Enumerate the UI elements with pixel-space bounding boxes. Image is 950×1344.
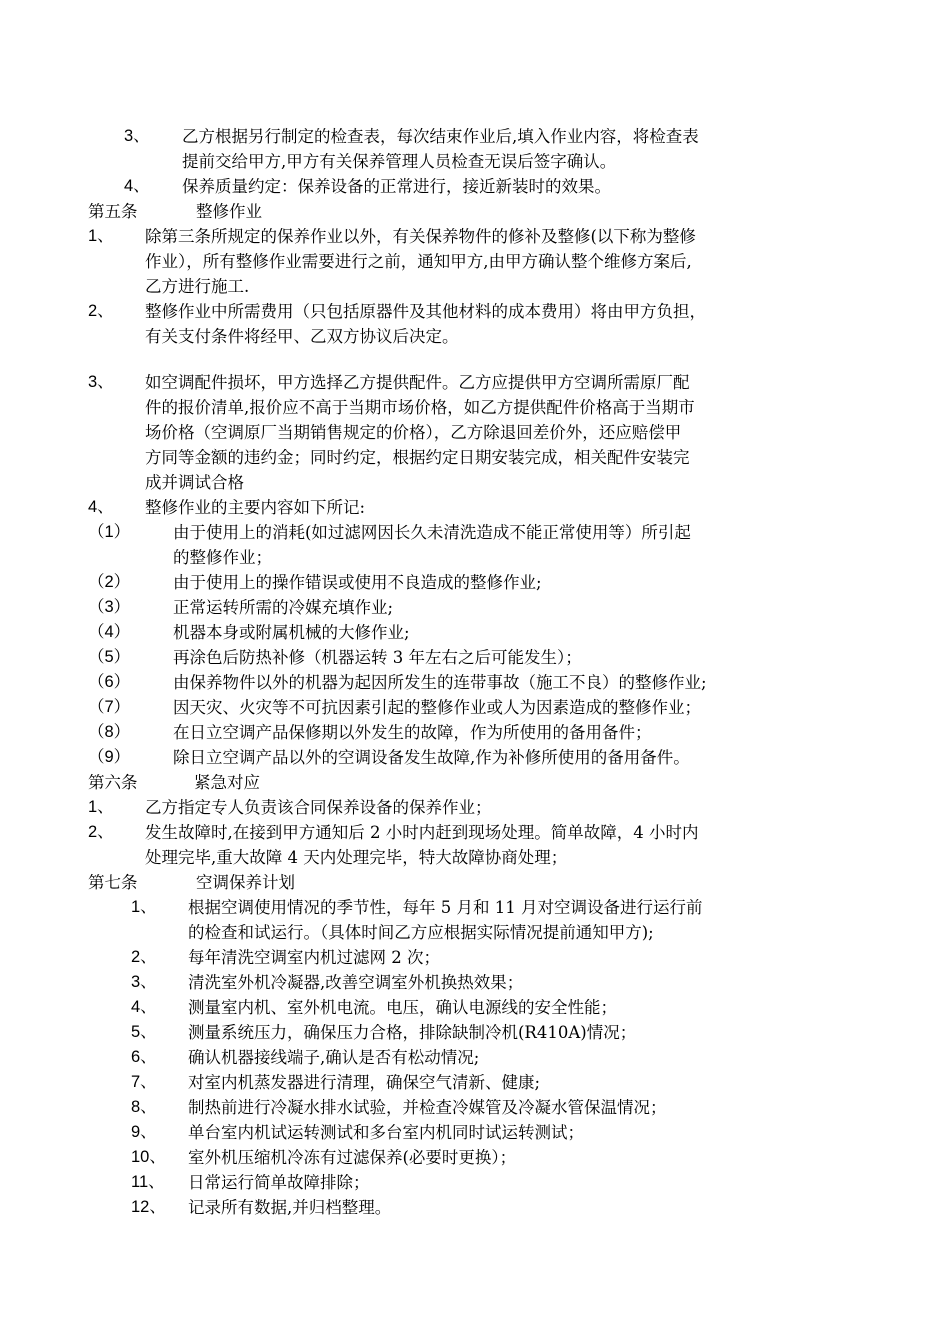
article-number: 第六条 [88, 773, 138, 792]
list-item-text: 除第三条所规定的保养作业以外，有关保养物件的修补及整修(以下称为整修 [145, 227, 696, 246]
list-item-text: 成并调试合格 [145, 473, 244, 492]
sub-item-text: 由于使用上的操作错误或使用不良造成的整修作业; [173, 573, 542, 592]
article-title: 紧急对应 [194, 773, 260, 792]
list-item-text: 测量室内机、室外机电流。电压，确认电源线的安全性能； [188, 998, 617, 1017]
list-number: 4、 [124, 177, 150, 195]
list-number: 1、 [131, 898, 157, 916]
list-item-text: 确认机器接线端子,确认是否有松动情况; [188, 1048, 480, 1067]
list-item-text: 单台室内机试运转测试和多台室内机同时试运转测试； [188, 1123, 584, 1142]
list-number: 4、 [88, 498, 114, 516]
sub-item-number: （7） [88, 698, 131, 716]
list-number: 11、 [131, 1173, 165, 1191]
article-number: 第七条 [88, 873, 138, 892]
list-item-text: 处理完毕,重大故障 4 天内处理完毕，特大故障协商处理； [145, 848, 568, 867]
list-number: 4、 [131, 998, 157, 1016]
list-number: 3、 [88, 373, 114, 391]
list-number: 9、 [131, 1123, 157, 1141]
list-item-text: 发生故障时,在接到甲方通知后 2 小时内赶到现场处理。简单故障，4 小时内 [145, 823, 699, 842]
sub-item-number: （3） [88, 598, 131, 616]
article-number: 第五条 [88, 202, 138, 221]
sub-item-number: （6） [88, 673, 131, 691]
list-item-text: 方同等金额的违约金；同时约定，根据约定日期安装完成，相关配件安装完 [145, 448, 690, 467]
sub-item-text: 机器本身或附属机械的大修作业; [173, 623, 410, 642]
list-item-text: 测量系统压力，确保压力合格，排除缺制冷机(R410A)情况； [188, 1023, 637, 1042]
sub-item-text: 由于使用上的消耗(如过滤网因长久未清洗造成不能正常使用等）所引起 [173, 523, 691, 542]
list-item-text: 乙方指定专人负责该合同保养设备的保养作业； [145, 798, 492, 817]
list-item-text: 根据空调使用情况的季节性，每年 5 月和 11 月对空调设备进行运行前 [188, 898, 703, 917]
list-number: 3、 [131, 973, 157, 991]
list-item-text: 场价格（空调原厂当期销售规定的价格），乙方除退回差价外，还应赔偿甲 [145, 423, 682, 442]
sub-item-number: （5） [88, 648, 131, 666]
list-item-text: 日常运行简单故障排除； [188, 1173, 370, 1192]
list-number: 1、 [88, 227, 114, 245]
list-item-text: 记录所有数据,并归档整理。 [188, 1198, 392, 1217]
list-number: 1、 [88, 798, 114, 816]
list-item-text: 作业），所有整修作业需要进行之前，通知甲方,由甲方确认整个维修方案后, [145, 252, 692, 271]
list-number: 8、 [131, 1098, 157, 1116]
sub-item-number: （4） [88, 623, 131, 641]
list-item-text: 每年清洗空调室内机过滤网 2 次； [188, 948, 440, 967]
list-item-text: 乙方进行施工. [145, 277, 250, 296]
sub-item-number: （9） [88, 748, 131, 766]
sub-item-text: 正常运转所需的冷媒充填作业; [173, 598, 394, 617]
list-item-text: 制热前进行冷凝水排水试验，并检查冷媒管及冷凝水管保温情况； [188, 1098, 667, 1117]
list-number: 3、 [124, 127, 150, 145]
list-number: 12、 [131, 1198, 166, 1216]
list-number: 5、 [131, 1023, 157, 1041]
list-number: 2、 [88, 302, 114, 320]
sub-item-text: 因天灾、火灾等不可抗因素引起的整修作业或人为因素造成的整修作业； [173, 698, 701, 717]
list-number: 2、 [131, 948, 157, 966]
list-item-text: 乙方根据另行制定的检查表，每次结束作业后,填入作业内容，将检查表 [182, 127, 699, 146]
list-item-text: 的检查和试运行。（具体时间乙方应根据实际情况提前通知甲方); [188, 923, 654, 942]
list-item-text: 室外机压缩机冷冻有过滤保养(必要时更换）； [188, 1148, 517, 1167]
list-item-text: 清洗室外机冷凝器,改善空调室外机换热效果； [188, 973, 524, 992]
sub-item-number: （2） [88, 573, 131, 591]
list-item-text: 整修作业的主要内容如下所记: [145, 498, 366, 517]
list-item-text: 有关支付条件将经甲、乙双方协议后决定。 [145, 327, 459, 346]
sub-item-number: （1） [88, 523, 131, 541]
list-item-text: 整修作业中所需费用（只包括原器件及其他材料的成本费用）将由甲方负担， [145, 302, 706, 321]
list-number: 2、 [88, 823, 114, 841]
article-title: 整修作业 [196, 202, 262, 221]
sub-item-text: 的整修作业； [173, 548, 272, 567]
list-item-text: 如空调配件损坏，甲方选择乙方提供配件。乙方应提供甲方空调所需原厂配 [145, 373, 690, 392]
sub-item-text: 在日立空调产品保修期以外发生的故障，作为所使用的备用备件； [173, 723, 652, 742]
list-item-text: 对室内机蒸发器进行清理，确保空气清新、健康; [188, 1073, 541, 1092]
sub-item-text: 再涂色后防热补修（机器运转 3 年左右之后可能发生）； [173, 648, 582, 667]
list-item-text: 件的报价清单,报价应不高于当期市场价格，如乙方提供配件价格高于当期市 [145, 398, 695, 417]
sub-item-number: （8） [88, 723, 131, 741]
sub-item-text: 除日立空调产品以外的空调设备发生故障,作为补修所使用的备用备件。 [173, 748, 690, 767]
article-title: 空调保养计划 [196, 873, 295, 892]
list-number: 7、 [131, 1073, 157, 1091]
list-number: 10、 [131, 1148, 166, 1166]
list-number: 6、 [131, 1048, 157, 1066]
list-item-text: 保养质量约定：保养设备的正常进行，接近新装时的效果。 [182, 177, 611, 196]
list-item-text: 提前交给甲方,甲方有关保养管理人员检查无误后签字确认。 [182, 152, 617, 171]
sub-item-text: 由保养物件以外的机器为起因所发生的连带事故（施工不良）的整修作业; [173, 673, 707, 692]
